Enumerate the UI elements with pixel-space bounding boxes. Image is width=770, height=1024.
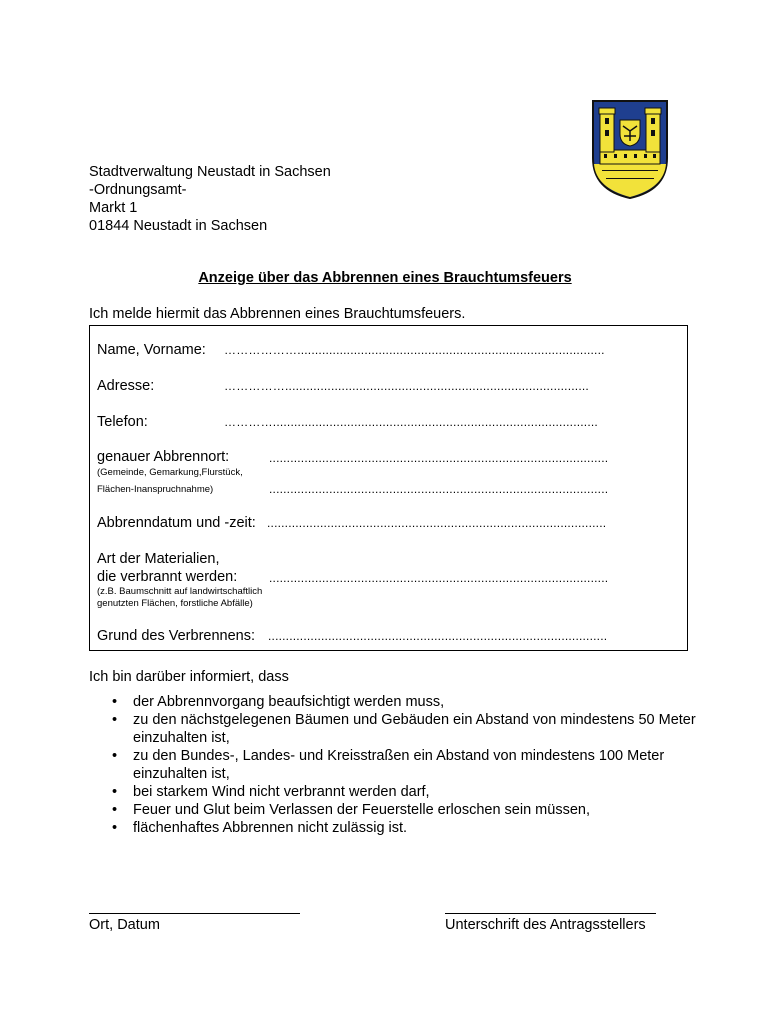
location-hint-1: (Gemeinde, Gemarkung,Flurstück, — [97, 467, 243, 478]
signature-label: Unterschrift des Antragsstellers — [445, 917, 646, 933]
location-field-2[interactable]: ................................................................................................ — [269, 482, 609, 496]
reason-field[interactable]: ................................................................................................ — [268, 629, 608, 643]
name-label: Name, Vorname: — [97, 342, 206, 358]
address-line-3: Markt 1 — [89, 200, 138, 216]
material-field[interactable]: ................................................................................................ — [269, 571, 609, 585]
list-item: • bei starkem Wind nicht verbrannt werden darf, — [112, 784, 430, 800]
bullet-icon: • — [112, 694, 118, 710]
bullet-icon: • — [112, 748, 118, 764]
bullet-icon: • — [112, 820, 118, 836]
list-item: • flächenhaftes Abbrennen nicht zulässig ist. — [112, 820, 408, 836]
location-label: genauer Abbrennort: — [97, 449, 230, 465]
recipient-address — [89, 163, 331, 235]
location-hint-2: Flächen-Inanspruchnahme) — [97, 484, 214, 495]
page-title: Anzeige über das Abbrennen eines Brauchtumsfeuers — [198, 270, 572, 286]
bullet-icon: • — [112, 712, 118, 728]
list-item: • zu den nächstgelegenen Bäumen und Gebäuden ein Abstand von mindestens 50 Meter einzuhalten ist, — [112, 712, 696, 746]
address-line-2: -Ordnungsamt- — [89, 182, 187, 198]
intro-text: Ich melde hiermit das Abbrennen eines Brauchtumsfeuers. — [89, 306, 466, 322]
place-date-line[interactable] — [89, 913, 300, 914]
list-item: • zu den Bundes-, Landes- und Kreisstraßen ein Abstand von mindestens 100 Meter einzuhalten ist, — [112, 748, 665, 782]
list-item: • Feuer und Glut beim Verlassen der Feuerstelle erloschen sein müssen, — [112, 802, 590, 818]
location-field-1[interactable]: ................................................................................................ — [269, 451, 609, 465]
phone-field[interactable]: …………............................................................................................ — [224, 415, 598, 429]
name-field[interactable]: ………………....................................................................................... — [224, 343, 605, 357]
list-item: • der Abbrennvorgang beaufsichtigt werden muss, — [112, 694, 445, 710]
address-field[interactable]: ……………...................................................................................... — [224, 379, 589, 393]
material-label-1: Art der Materialien, — [97, 551, 220, 567]
city-coat-of-arms-icon — [590, 98, 670, 200]
reason-label: Grund des Verbrennens: — [97, 628, 255, 644]
info-heading: Ich bin darüber informiert, dass — [89, 669, 289, 685]
signature-line[interactable] — [445, 913, 656, 914]
material-hint-1: (z.B. Baumschnitt auf landwirtschaftlich — [97, 586, 263, 597]
address-line-4: 01844 Neustadt in Sachsen — [89, 218, 268, 234]
datetime-label: Abbrenndatum und -zeit: — [97, 515, 256, 531]
material-label-2: die verbrannt werden: — [97, 569, 238, 585]
info-list — [112, 693, 702, 837]
bullet-icon: • — [112, 802, 118, 818]
bullet-icon: • — [112, 784, 118, 800]
address-label: Adresse: — [97, 378, 155, 394]
place-date-label: Ort, Datum — [89, 917, 160, 933]
phone-label: Telefon: — [97, 414, 148, 430]
address-line-1: Stadtverwaltung Neustadt in Sachsen — [89, 164, 331, 180]
material-hint-2: genutzten Flächen, forstliche Abfälle) — [97, 598, 253, 609]
datetime-field[interactable]: ................................................................................................ — [267, 516, 607, 530]
